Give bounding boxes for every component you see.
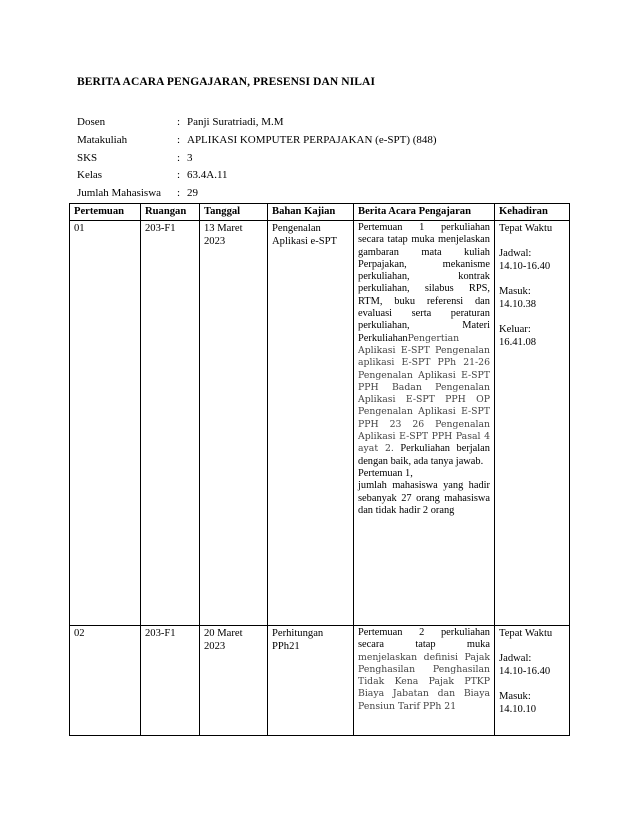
berita-text: jumlah mahasiswa yang hadir sebanyak 27 orang mahasiswa dan tidak hadir 2 orang xyxy=(358,480,490,516)
status-text: Tepat Waktu xyxy=(499,628,553,639)
col-header-ruangan: Ruangan xyxy=(141,204,200,221)
document-title: BERITA ACARA PENGAJARAN, PRESENSI DAN NILAI xyxy=(77,76,376,88)
info-colon: : xyxy=(177,134,181,146)
berita-text: Pertemuan 2 perkuliahan secara tatap muka xyxy=(358,627,490,651)
col-header-kehadiran: Kehadiran xyxy=(495,204,570,221)
cell-berita-acara xyxy=(354,626,495,736)
berita-text: Perkuliahan berjalan dengan baik, ada tanya jawab. xyxy=(358,443,490,467)
info-value: 29 xyxy=(187,187,198,199)
info-colon: : xyxy=(177,169,181,181)
info-value: 3 xyxy=(187,152,193,164)
col-header-pertemuan: Pertemuan xyxy=(70,204,141,221)
info-value: APLIKASI KOMPUTER PERPAJAKAN (e-SPT) (848) xyxy=(187,134,437,146)
info-colon: : xyxy=(177,187,181,199)
col-header-berita-acara: Berita Acara Pengajaran xyxy=(354,204,495,221)
info-value: Panji Suratriadi, M.M xyxy=(187,116,284,128)
masuk-label: Masuk: xyxy=(499,691,531,702)
table-row xyxy=(70,626,570,736)
cell-bahan-kajian: Pengenalan Aplikasi e-SPT xyxy=(268,221,354,626)
jadwal-label: Jadwal: xyxy=(499,653,532,664)
keluar-value: 16.41.08 xyxy=(499,337,537,348)
cell-ruangan: 203-F1 xyxy=(141,221,200,626)
cell-ruangan: 203-F1 xyxy=(141,626,200,736)
berita-materi-text: menjelaskan definisi Pajak Penghasilan Penghasilan Tidak Kena Pajak PTKP Biaya Jabatan dan Biaya Pensiun Tarif PPh 21 xyxy=(358,651,490,712)
info-value: 63.4A.11 xyxy=(187,169,228,181)
info-colon: : xyxy=(177,116,181,128)
cell-pertemuan: 01 xyxy=(70,221,141,626)
col-header-tanggal: Tanggal xyxy=(200,204,268,221)
keluar-label: Keluar: xyxy=(499,324,531,335)
info-label: SKS xyxy=(77,152,98,164)
jadwal-label: Jadwal: xyxy=(499,248,532,259)
cell-bahan-kajian: Perhitungan PPh21 xyxy=(268,626,354,736)
table-header-row xyxy=(70,204,570,221)
cell-tanggal: 20 Maret 2023 xyxy=(200,626,268,736)
cell-berita-acara xyxy=(354,221,495,626)
berita-text: Pertemuan 1 perkuliahan secara tatap muka menjelaskan gambaran mata kuliah Perpajakan, mekanisme perkuliahan, kontrak perkuliahan, silabus RPS, RTM, buku referensi dan evaluasi serta peraturan perkuliahan, Materi Perkuliahan xyxy=(358,222,490,344)
masuk-value: 14.10.10 xyxy=(499,704,537,715)
masuk-value: 14.10.38 xyxy=(499,299,537,310)
cell-pertemuan: 02 xyxy=(70,626,141,736)
status-text: Tepat Waktu xyxy=(499,223,553,234)
attendance-table xyxy=(69,203,570,736)
col-header-bahan-kajian: Bahan Kajian xyxy=(268,204,354,221)
info-label: Matakuliah xyxy=(77,134,128,146)
cell-kehadiran xyxy=(495,626,570,736)
info-label: Kelas xyxy=(77,169,103,181)
cell-tanggal: 13 Maret 2023 xyxy=(200,221,268,626)
jadwal-value: 14.10-16.40 xyxy=(499,666,551,677)
berita-materi-text: Pengertian Aplikasi E-SPT Pengenalan aplikasi E-SPT PPh 21-26 Pengenalan Aplikasi E-SPT PPH Badan Pengenalan Aplikasi E-SPT PPH OP Pengenalan Aplikasi E-SPT PPH 23 26 Pengenalan Aplikasi E-SPT PPH Pasal 4 ayat 2. xyxy=(358,332,490,455)
info-label: Jumlah Mahasiswa xyxy=(77,187,162,199)
jadwal-value: 14.10-16.40 xyxy=(499,261,551,272)
berita-text: Pertemuan 1, xyxy=(358,467,413,479)
info-label: Dosen xyxy=(77,116,106,128)
table-row xyxy=(70,221,570,626)
cell-kehadiran xyxy=(495,221,570,626)
masuk-label: Masuk: xyxy=(499,286,531,297)
info-colon: : xyxy=(177,152,181,164)
